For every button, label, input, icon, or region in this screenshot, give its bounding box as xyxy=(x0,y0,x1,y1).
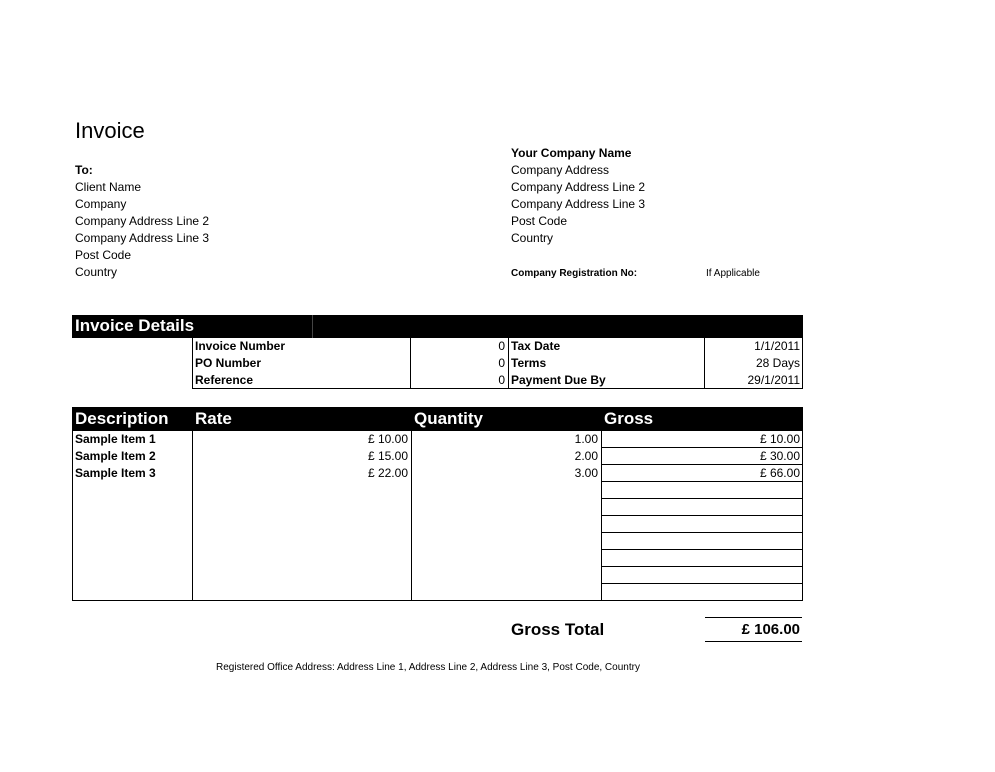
gross-total-box xyxy=(705,617,802,642)
grid-line xyxy=(72,431,73,601)
grid-line xyxy=(410,338,411,389)
company-line: Country xyxy=(511,231,554,245)
po-number-label: PO Number xyxy=(195,356,262,370)
invoice-details-grid xyxy=(72,338,803,389)
item-rate: £ 10.00 xyxy=(367,432,408,446)
invoice-details-heading: Invoice Details xyxy=(75,316,195,335)
grid-line xyxy=(704,338,705,389)
invoice-details-header xyxy=(72,315,803,338)
payment-due-label: Payment Due By xyxy=(511,373,606,387)
item-quantity: 1.00 xyxy=(574,432,598,446)
item-quantity: 3.00 xyxy=(574,466,598,480)
col-quantity: Quantity xyxy=(414,409,483,428)
to-line: Company xyxy=(75,197,127,211)
item-description: Sample Item 1 xyxy=(75,432,156,446)
invoice-number-label: Invoice Number xyxy=(195,339,286,353)
po-number-value: 0 xyxy=(498,356,505,370)
to-line: Company Address Line 3 xyxy=(75,231,210,245)
grid-line xyxy=(192,431,193,601)
tax-date-label: Tax Date xyxy=(511,339,561,353)
item-description: Sample Item 3 xyxy=(75,466,156,480)
items-table-header xyxy=(72,407,803,431)
item-gross: £ 10.00 xyxy=(759,432,800,446)
reference-label: Reference xyxy=(195,373,254,387)
terms-value: 28 Days xyxy=(755,356,800,370)
grid-line xyxy=(192,338,193,389)
gross-total-label: Gross Total xyxy=(511,620,605,639)
items-table-body xyxy=(72,431,803,601)
gross-row-line xyxy=(601,498,803,499)
to-line: Post Code xyxy=(75,248,132,262)
to-line: Country xyxy=(75,265,118,279)
item-description: Sample Item 2 xyxy=(75,449,156,463)
grid-line xyxy=(802,431,803,601)
gross-total-value: £ 106.00 xyxy=(741,621,800,638)
payment-due-value: 29/1/2011 xyxy=(747,373,800,387)
header-divider xyxy=(312,315,313,338)
reference-value: 0 xyxy=(498,373,505,387)
grid-line xyxy=(802,338,803,389)
company-reg-label: Company Registration No: xyxy=(511,268,638,279)
gross-row-line xyxy=(601,532,803,533)
grid-line xyxy=(508,338,509,389)
bill-to-block xyxy=(75,162,209,281)
invoice-number-value: 0 xyxy=(498,339,505,353)
grid-line xyxy=(72,600,803,601)
grid-line xyxy=(601,431,602,601)
gross-row-line xyxy=(601,566,803,567)
tax-date-value: 1/1/2011 xyxy=(754,339,800,353)
to-line: Company Address Line 2 xyxy=(75,214,210,228)
col-gross: Gross xyxy=(604,409,654,428)
col-description: Description xyxy=(75,409,169,428)
gross-row-line xyxy=(601,583,803,584)
company-name: Your Company Name xyxy=(511,146,632,160)
item-gross: £ 66.00 xyxy=(759,466,800,480)
gross-row-line xyxy=(601,515,803,516)
company-reg-value: If Applicable xyxy=(706,268,760,279)
to-label: To: xyxy=(75,163,93,177)
company-block xyxy=(511,145,645,247)
registered-office-footer: Registered Office Address: Address Line 1, Address Line 2, Address Line 3, Post Code, Country xyxy=(216,662,640,673)
terms-label: Terms xyxy=(511,356,547,370)
invoice-title: Invoice xyxy=(75,118,145,143)
item-quantity: 2.00 xyxy=(574,449,598,463)
col-rate: Rate xyxy=(195,409,232,428)
company-line: Company Address Line 2 xyxy=(511,180,646,194)
grid-line xyxy=(411,431,412,601)
company-line: Post Code xyxy=(511,214,568,228)
item-gross: £ 30.00 xyxy=(759,449,800,463)
to-line: Client Name xyxy=(75,180,142,194)
company-line: Company Address Line 3 xyxy=(511,197,646,211)
gross-row-line xyxy=(601,549,803,550)
item-rate: £ 22.00 xyxy=(367,466,408,480)
company-line: Company Address xyxy=(511,163,610,177)
item-rate: £ 15.00 xyxy=(367,449,408,463)
